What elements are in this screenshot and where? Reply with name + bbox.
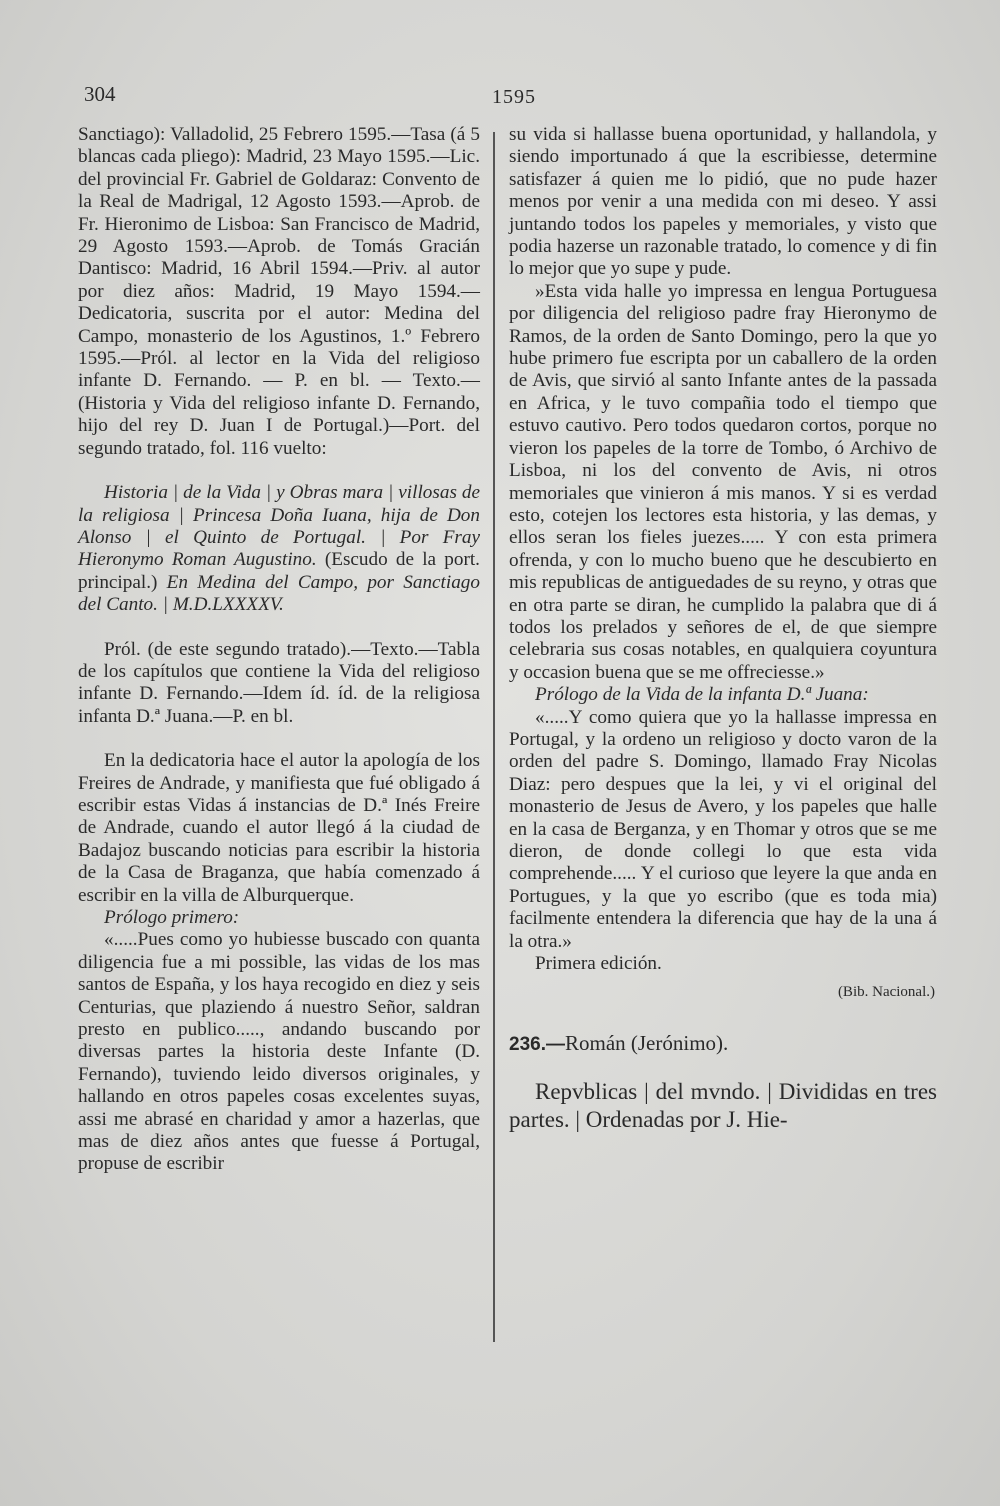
page-number: 304 <box>84 82 116 106</box>
edition-note: Primera edición. <box>535 953 662 975</box>
entry-heading <box>509 1032 937 1056</box>
dedication-commentary: En la dedicatoria hace el autor la apología de los Freires de Andrade, y manifiesta que fué obligado á escribir estas Vidas á instancias de D.ª Inés Freire de Andrade, cuando el autor llegó á la ciudad de Badajoz buscando noticias para escribir la historia de la Casa de Braganza, que había comenzado á escribir en la villa de Alburquerque. <box>78 750 480 906</box>
page-year-header: 1595 <box>492 86 536 108</box>
bibliographic-details: Sanctiago): Valladolid, 25 Febrero 1595.—Tasa (á 5 blancas cada pliego): Madrid, 23 Mayo 1595.—Lic. del provincial Fr. Gabriel de Goldaraz: Convento de la Real de Madrigal, 12 Agosto 1593.—Aprob. de Fr. Hieronimo de Lisboa: San Francisco de Madrid, 29 Agosto 1593.—Aprob. de Tomás Gracián Dantisco: Madrid, 16 Abril 1594.—Priv. al autor por diez años: Madrid, 19 Mayo 1594.—Dedicatoria, suscrita por el autor: Medina del Campo, monasterio de los Agustinos, 1.º Febrero 1595.—Pról. al lector en la Vida del religioso infante D. Fernando. — P. en bl. — Texto.—(Historia y Vida del religioso infante D. Fernando, hijo del rey D. Juan I de Portugal.)—Port. del segundo tratado, fol. 116 vuelto: <box>78 124 480 459</box>
prologue-quote-continued: su vida si hallasse buena oportunidad, y hallandola, y siendo importunado á que la escribiesse, determine satisfazer á quien me lo pidió, que no pude hazer menos por venir a una medida con mi deseo. Y assi juntando todos los papeles y memoriales, y visto que podia hazerse un razonable tratado, lo comence y di fin lo mejor que yo supe y pude. <box>509 124 937 280</box>
second-prologue-quote: «.....Y como quiera que yo la hallasse impressa en Portugal, y la ordeno un religioso y docto varon de la orden del padre S. Domingo, llamado Fray Nicolas Diaz: pero despues que la lei, y vi el original del monasterio de Jesus de Avero, y los papeles que halle en la casa de Berganza, y en Thomar y otros que se me dieron, de donde collegi lo que esta vida comprehende..... Y el curioso que leyere la que anda en Portugues, y la que yo escribo (que es toda mia) facilmente entendera la diferencia que hay de la una á la otra.» <box>509 706 937 952</box>
title-italic-part-2: En Medina del Campo, por Sanctiago del Canto. | M.D.LXXXXV. <box>78 571 480 616</box>
prologue-quote-paragraph: »Esta vida halle yo impressa en lengua Portuguesa por diligencia del religioso padre fray Hieronymo de Ramos, de la orden de Santo Domingo, pero la que yo hube primero fue escripta por un caballero de la orden de Avis, que sirvió al santo Infante antes de la passada en Africa, y le tuvo compañia todo el tiempo que estuvo cautivo. Pero todos quedaron cortos, porque no vieron los papeles de la torre de Tombo, ó Archivo de Lisboa, ni los del convento de Avis, ni otros memoriales que vinieron á mis manos. Y si es verdad esto, cotejen los lectores esta historia, y las demas, y ellos seran los fieles juezes..... Y con esta primera ofrenda, y con lo mucho bueno que he descubierto en mis republicas de antiguedades de su reyno, y otras que en otra parte se diran, he cumplido la palabra que di á todos los prelados y señores de el, de que siempre celebraria sus cosas notables, en qualquiera coyuntura y occasion buena que se me offreciesse.» <box>509 280 937 683</box>
library-location: (Bib. Nacional.) <box>837 984 935 1001</box>
left-column <box>78 124 480 1176</box>
entry-author: Román (Jerónimo). <box>564 1030 729 1055</box>
title-italic-part-1: Historia | de la Vida | y Obras mara | villosas de la religiosa | Princesa Doña Iuana, hija de Don Alonso | el Quinto de Portugal. | Por Fray Hieronymo Roman Augustino. <box>78 482 480 571</box>
title-plain-part: (Escudo de la port. principal.) <box>78 549 480 593</box>
second-prologue-label: Prólogo de la Vida de la infanta D.ª Juana: <box>535 684 869 706</box>
column-divider <box>493 132 495 1342</box>
entry-title: Repvblicas | del mvndo. | Divididas en tres partes. | Ordenadas por J. Hie- <box>509 1079 937 1133</box>
right-column <box>509 124 937 1134</box>
secondary-title-transcription <box>78 482 480 616</box>
entry-number: 236.— <box>509 1033 565 1055</box>
prologue-label: Prólogo primero: <box>104 907 240 928</box>
contents-description: Pról. (de este segundo tratado).—Texto.—Tabla de los capítulos que contiene la Vida del religioso infante D. Fernando.—Idem íd. íd. de la religiosa infanta D.ª Juana.—P. en bl. <box>78 638 480 727</box>
prologue-quote: «.....Pues como yo hubiesse buscado con quanta diligencia fue a mi possible, las vidas de los mas santos de España, y los haya recogido en diez y seis Centurias, que plaziendo á nuestro Señor, saldran presto en publico....., andando buscando por diversas partes la historia deste Infante (D. Fernando), tuviendo leido diversos originales, y hallando en otros papeles cosas excelentes suyas, assi me abrasé en charidad y amor a hazerlas, que mas de diez años antes que fuesse á Portugal, propuse de escribir <box>78 929 480 1175</box>
